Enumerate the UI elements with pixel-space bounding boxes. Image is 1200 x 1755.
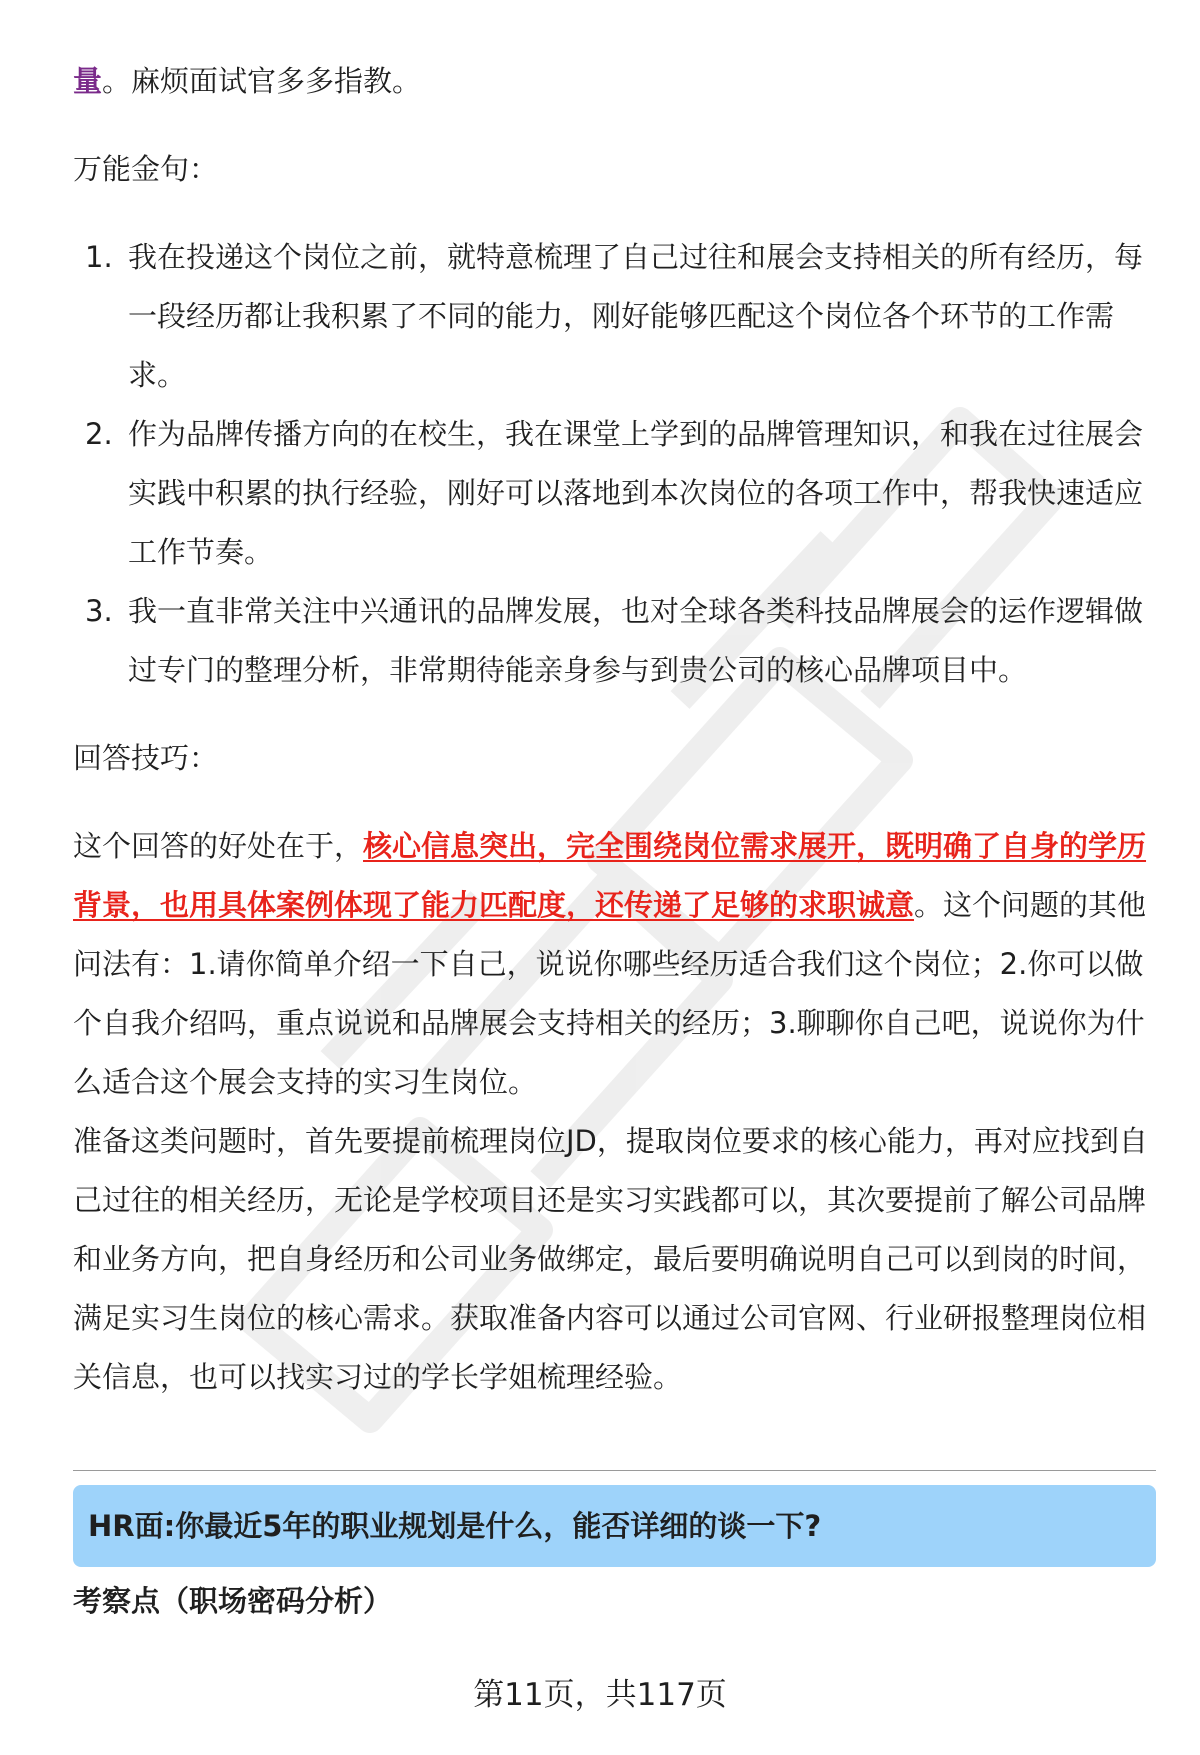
list-item [73, 405, 1153, 582]
list-item-text: 作为品牌传播方向的在校生，我在课堂上学到的品牌管理知识，和我在过往展会实践中积累的执行经验，刚好可以落地到本次岗位的各项工作中，帮我快速适应工作节奏。 [128, 417, 1144, 569]
tips-paragraph-1 [73, 817, 1153, 1112]
tips-highlight: 核心信息突出，完全围绕岗位需求展开，既明确了自身的学历背景，也用具体案例体现了能力匹配度，还传递了足够的求职诚意 [73, 829, 1147, 922]
section-divider [73, 1470, 1156, 1471]
tips-prefix: 这个回答的好处在于， [73, 829, 364, 863]
exam-point-heading: 考察点（职场密码分析） [73, 1584, 393, 1618]
tips-suffix: 。这个问题的其他问法有：1.请你简单介绍一下自己，说说你哪些经历适合我们这个岗位；2.你可以做个自我介绍吗，重点说说和品牌展会支持相关的经历；3.聊聊你自己吧，说说你为什么适合这个展会支持的实习生岗位。 [73, 888, 1147, 1099]
intro-rest: 。麻烦面试官多多指教。 [102, 64, 422, 98]
list-item [73, 228, 1153, 405]
list-item [73, 582, 1153, 700]
golden-heading: 万能金句： [73, 152, 219, 186]
question-bar [73, 1485, 1156, 1567]
list-item-number: 1. [85, 240, 113, 274]
page-footer [0, 1670, 1200, 1720]
tips-heading: 回答技巧： [73, 741, 219, 775]
list-item-text: 我在投递这个岗位之前，就特意梳理了自己过往和展会支持相关的所有经历，每一段经历都让我积累了不同的能力，刚好能够匹配这个岗位各个环节的工作需求。 [128, 240, 1144, 392]
list-item-number: 3. [85, 594, 113, 628]
list-item-number: 2. [85, 417, 113, 451]
main-content [73, 52, 1153, 1407]
intro-line [73, 52, 1153, 111]
list-item-text: 我一直非常关注中兴通讯的品牌发展，也对全球各类科技品牌展会的运作逻辑做过专门的整理分析，非常期待能亲身参与到贵公司的核心品牌项目中。 [128, 594, 1144, 687]
golden-sentence-list [73, 228, 1153, 700]
tips-paragraph-2: 准备这类问题时，首先要提前梳理岗位JD，提取岗位要求的核心能力，再对应找到自己过往的相关经历，无论是学校项目还是实习实践都可以，其次要提前了解公司品牌和业务方向，把自身经历和公司业务做绑定，最后要明确说明自己可以到岗的时间，满足实习生岗位的核心需求。获取准备内容可以通过公司官网、行业研报整理岗位相关信息，也可以找实习过的学长学姐梳理经验。 [73, 1124, 1148, 1394]
page-number-label: 第11页，共117页 [473, 1677, 727, 1713]
question-text: HR面:你最近5年的职业规划是什么，能否详细的谈一下? [88, 1509, 822, 1543]
intro-lead-word: 量 [73, 64, 103, 98]
